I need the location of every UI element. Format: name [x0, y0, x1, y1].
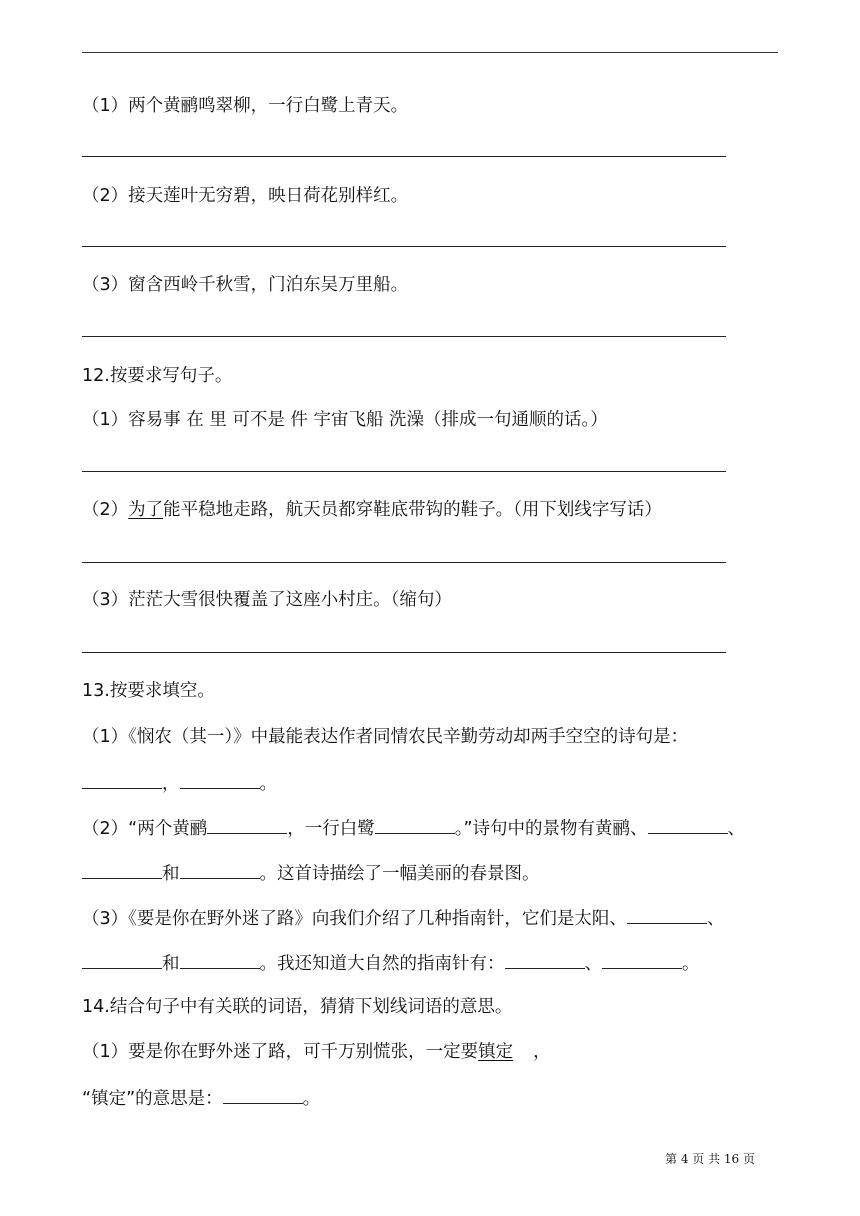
fill-blank[interactable]: [223, 1085, 303, 1104]
text: 。我还知道大自然的指南针有：: [259, 954, 505, 974]
q14-title: 14.结合句子中有关联的词语，猜猜下划线词语的意思。: [82, 997, 513, 1017]
q11-sentence-1: （1）两个黄鹂鸣翠柳，一行白鹭上青天。: [82, 96, 409, 116]
fill-blank[interactable]: [627, 905, 707, 924]
answer-line[interactable]: [82, 652, 726, 653]
header-rule: [82, 52, 778, 53]
text: 。: [302, 1089, 321, 1109]
text: 、: [584, 954, 602, 974]
fill-blank[interactable]: [180, 770, 260, 789]
fill-blank[interactable]: [180, 950, 260, 969]
q12-item-3: （3）茫茫大雪很快覆盖了这座小村庄。（缩句）: [82, 590, 452, 610]
fill-blank[interactable]: [82, 770, 162, 789]
q12-title: 12.按要求写句子。: [82, 366, 233, 386]
answer-line[interactable]: [82, 562, 726, 563]
fill-blank[interactable]: [82, 860, 162, 879]
underlined-word: 镇定: [478, 1042, 514, 1062]
answer-line[interactable]: [82, 336, 726, 337]
q13-item-3: [82, 905, 724, 931]
text: “镇定”的意思是：: [82, 1089, 223, 1109]
text: 和: [162, 864, 180, 884]
text: 、: [706, 909, 725, 929]
fill-blank[interactable]: [207, 815, 287, 834]
text: 、: [727, 819, 746, 839]
q12-item-2: [82, 498, 662, 522]
text: 和: [162, 954, 180, 974]
q14-item-1-meaning: [82, 1085, 320, 1111]
text: 。: [682, 954, 700, 974]
q13-item-1-blanks: [82, 770, 277, 796]
punct: 。: [259, 774, 277, 794]
q12-item-1: （1）容易事 在 里 可不是 件 宇宙飞船 洗澡（排成一句通顺的话。）: [82, 410, 608, 430]
text: ，: [533, 1042, 551, 1062]
fill-blank[interactable]: [375, 815, 455, 834]
q13-item-3-cont: [82, 950, 700, 976]
q12-item-2-rest: 能平稳地走路，航天员都穿鞋底带钩的鞋子。（用下划线字写话）: [163, 500, 662, 520]
text: ，一行白鹭: [287, 819, 375, 839]
answer-line[interactable]: [82, 246, 726, 247]
q11-sentence-3: （3）窗含西岭千秋雪，门泊东吴万里船。: [82, 275, 409, 295]
q13-title: 13.按要求填空。: [82, 681, 215, 701]
fill-blank[interactable]: [180, 860, 260, 879]
underlined-word: 为了: [128, 500, 164, 520]
fill-blank[interactable]: [602, 950, 682, 969]
q13-item-2: [82, 815, 745, 841]
q12-item-2-prefix: （2）: [82, 500, 129, 520]
page-footer: 第 4 页 共 16 页: [665, 1152, 755, 1166]
fill-blank[interactable]: [82, 950, 162, 969]
q13-item-1: （1）《悯农（其一）》中最能表达作者同情农民辛勤劳动却两手空空的诗句是：: [82, 727, 689, 747]
punct: ，: [162, 774, 180, 794]
text: （2）“两个黄鹂: [82, 819, 208, 839]
text: （1）要是你在野外迷了路，可千万别慌张，一定要: [82, 1042, 479, 1062]
text: 。这首诗描绘了一幅美丽的春景图。: [259, 864, 540, 884]
q11-sentence-2: （2）接天莲叶无穷碧，映日荷花别样红。: [82, 186, 409, 206]
fill-blank[interactable]: [648, 815, 728, 834]
q14-item-1: [82, 1040, 551, 1064]
answer-line[interactable]: [82, 156, 726, 157]
fill-blank[interactable]: [505, 950, 585, 969]
q13-item-2-cont: [82, 860, 540, 886]
text: 。”诗句中的景物有黄鹂、: [454, 819, 648, 839]
answer-line[interactable]: [82, 471, 726, 472]
text: （3）《要是你在野外迷了路》向我们介绍了几种指南针，它们是太阳、: [82, 909, 627, 929]
